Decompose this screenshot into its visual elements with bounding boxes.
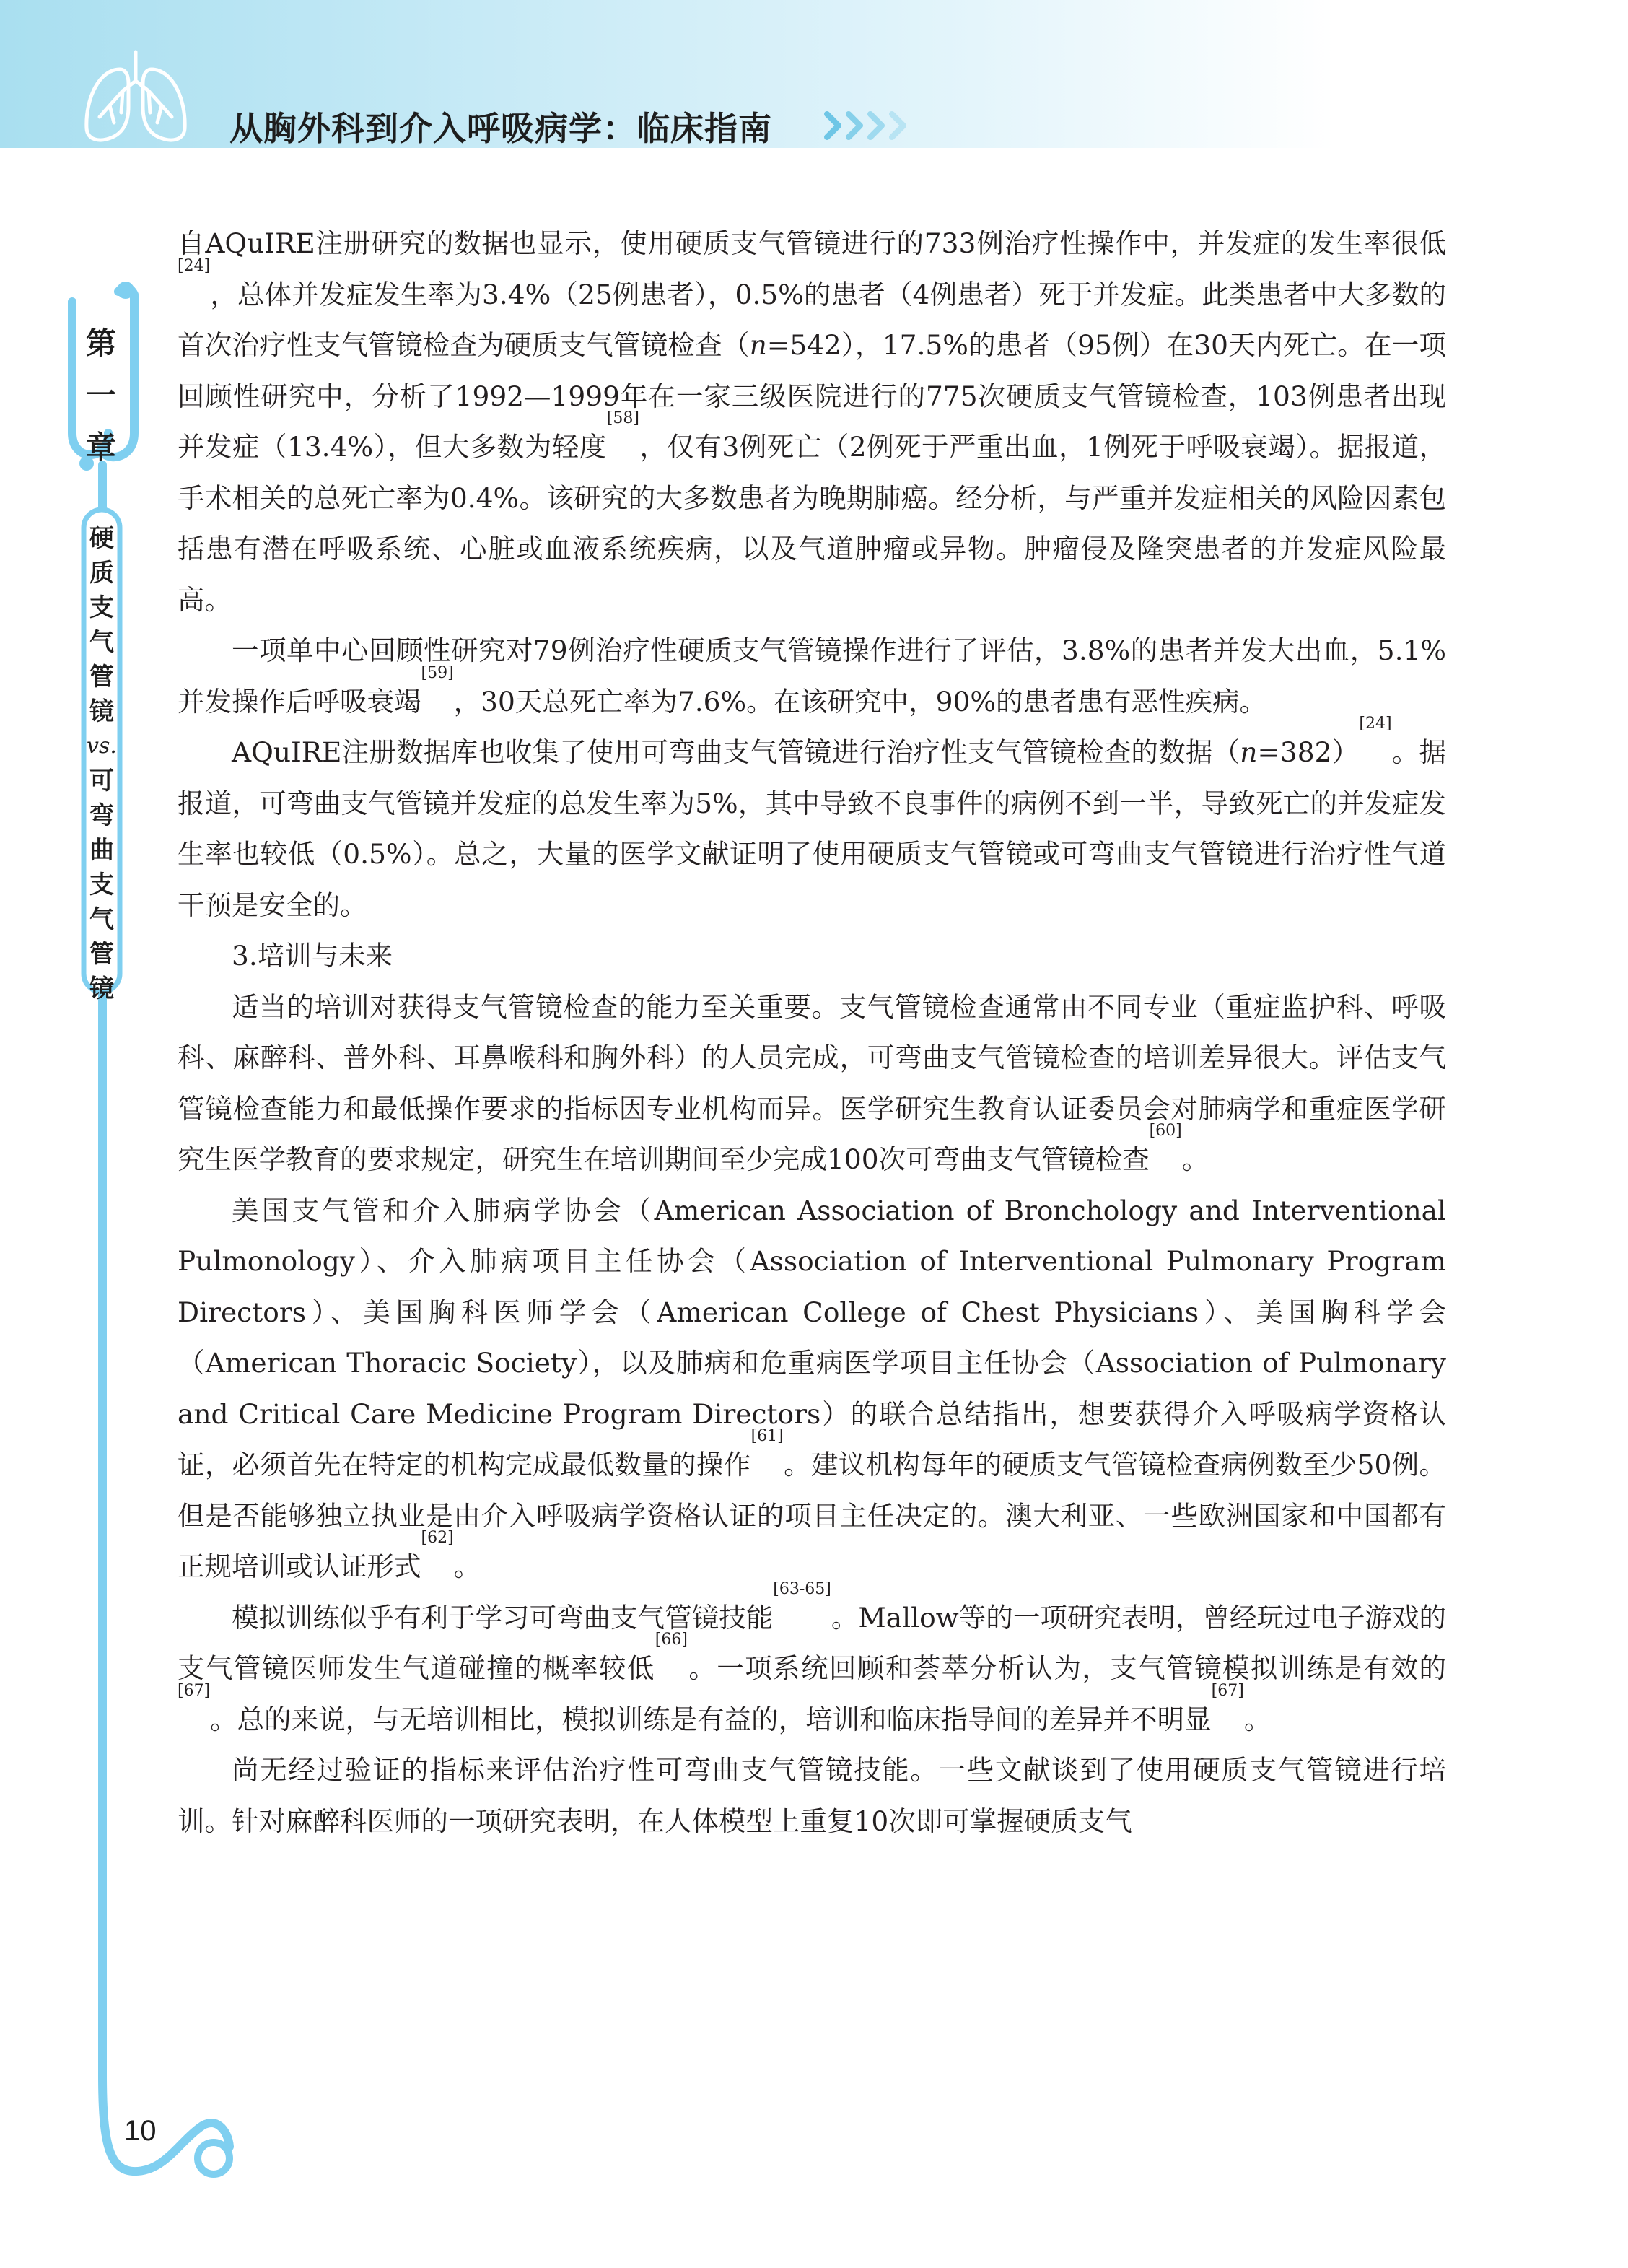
- side-char: 管: [89, 940, 114, 969]
- body-paragraph: [178, 715, 1446, 930]
- citation: [63-65]: [773, 1579, 831, 1598]
- side-char: 镜: [89, 697, 114, 726]
- text-run: 。: [1181, 1143, 1209, 1175]
- citation: [62]: [421, 1529, 454, 1547]
- body-paragraph: [178, 982, 1446, 1185]
- side-char: 可: [89, 767, 114, 795]
- body-paragraph: [178, 1579, 1447, 1745]
- side-char: 支: [89, 871, 114, 899]
- text-run: =542），17.5%的患者（95例）在30天内死亡。在一项回顾性研究中，分析了1992—1999年在一家三级医院进行的775次硬质支气管镜检查，103例患者出现并发症（13.4%），但大多数为轻度: [178, 329, 1446, 463]
- side-char: 质: [89, 559, 114, 588]
- citation: [58]: [606, 409, 639, 427]
- body-text: [178, 218, 1446, 1846]
- text-run: 一项单中心回顾性研究对79例治疗性硬质支气管镜操作进行了评估，3.8%的患者并发大出血，5.1%并发操作后呼吸衰竭: [178, 634, 1446, 718]
- side-char: 镜: [89, 974, 114, 1003]
- text-run: AQuIRE注册数据库也收集了使用可弯曲支气管镜进行治疗性支气管镜检查的数据（: [232, 736, 1240, 768]
- text-run: 。: [1243, 1703, 1272, 1735]
- body-paragraph: [178, 1745, 1446, 1846]
- citation: [61]: [750, 1427, 784, 1445]
- citation: [59]: [421, 663, 454, 682]
- citation: [60]: [1149, 1122, 1182, 1140]
- chapter-label: [81, 318, 121, 474]
- italic-variable: n: [1240, 736, 1258, 768]
- side-char: 管: [89, 663, 114, 692]
- text-run: 3.培训与未来: [232, 940, 393, 972]
- citation: [24]: [1359, 715, 1392, 733]
- book-title: 从胸外科到介入呼吸病学：临床指南: [229, 109, 772, 148]
- section-subheading: [178, 930, 1446, 982]
- text-run: 模拟训练似乎有利于学习可弯曲支气管镜技能: [232, 1601, 774, 1634]
- body-paragraph: [178, 218, 1446, 625]
- text-run: 。总的来说，与无培训相比，模拟训练是有益的，培训和临床指导间的差异并不明显: [210, 1703, 1212, 1735]
- page-number: 10: [124, 2115, 157, 2147]
- citation: [67]: [178, 1681, 211, 1700]
- citation: [67]: [1211, 1681, 1244, 1700]
- side-char: 气: [89, 628, 114, 657]
- text-run: 。一项系统回顾和荟萃分析认为，支气管镜模拟训练是有效的: [687, 1652, 1447, 1684]
- text-run: ，仅有3例死亡（2例死于严重出血，1例死于呼吸衰竭）。据报道，手术相关的总死亡率为0.4%。该研究的大多数患者为晚期肺癌。经分析，与严重并发症相关的风险因素包括患有潜在呼吸系统、心脏或血液系统疾病，以及气道肿瘤或异物。肿瘤侵及隆突患者的并发症风险最高。: [178, 431, 1447, 616]
- side-char: 气: [89, 905, 114, 934]
- section-side-label: [85, 521, 118, 1006]
- side-vs: vs.: [87, 733, 117, 759]
- chapter-char: 第: [85, 326, 116, 361]
- citation: [24]: [178, 256, 211, 275]
- text-run: 。建议机构每年的硬质支气管镜检查病例数至少50例。但是否能够独立执业是由介入呼吸病学资格认证的项目主任决定的。澳大利亚、一些欧洲国家和中国都有正规培训或认证形式: [178, 1449, 1447, 1582]
- text-run: =382）: [1257, 736, 1360, 768]
- text-run: 。Mallow等的一项研究表明，曾经玩过电子游戏的支气管镜医师发生气道碰撞的概率较低: [178, 1601, 1447, 1684]
- text-run: 自AQuIRE注册研究的数据也显示，使用硬质支气管镜进行的733例治疗性操作中，并发症的发生率很低: [178, 227, 1446, 259]
- body-paragraph: [178, 1185, 1446, 1592]
- side-char: 弯: [89, 801, 114, 830]
- side-char: 支: [89, 593, 114, 622]
- chevron-right-icon: [823, 110, 916, 141]
- chapter-char: 章: [85, 429, 116, 465]
- text-run: 适当的培训对获得支气管镜检查的能力至关重要。支气管镜检查通常由不同专业（重症监护科、呼吸科、麻醉科、普外科、耳鼻喉科和胸外科）的人员完成，可弯曲支气管镜检查的培训差异很大。评估支气管镜检查能力和最低操作要求的指标因专业机构而异。医学研究生教育认证委员会对肺病学和重症医学研究生医学教育的要求规定，研究生在培训期间至少完成100次可弯曲支气管镜检查: [178, 990, 1446, 1175]
- citation: [66]: [655, 1631, 688, 1649]
- body-paragraph: [178, 625, 1446, 727]
- text-run: 。: [453, 1550, 481, 1582]
- italic-variable: n: [749, 329, 767, 361]
- text-run: 尚无经过验证的指标来评估治疗性可弯曲支气管镜技能。一些文献谈到了使用硬质支气管镜进行培训。针对麻醉科医师的一项研究表明，在人体模型上重复10次即可掌握硬质支气: [178, 1754, 1446, 1837]
- text-run: ，总体并发症发生率为3.4%（25例患者），0.5%的患者（4例患者）死于并发症。此类患者中大多数的首次治疗性支气管镜检查为硬质支气管镜检查（: [178, 278, 1446, 361]
- chapter-char: 一: [85, 378, 116, 413]
- side-char: 曲: [89, 836, 114, 865]
- side-char: 硬: [89, 524, 114, 553]
- text-run: 美国支气管和介入肺病学协会（American Association of Bronchology and Interventional Pulmonology）、介入肺病项目主任协会（Association of Interventional Pulmonary Program Directors）、美国胸科医师学会（American College of Chest Physicians）、美国胸科学会（American Thoracic Society），以及肺病和危重病医学项目主任协会（Association of Pulmonary and Critical Care Medicine Program Directors）的联合总结指出，想要获得介入呼吸病学资格认证，必须首先在特定的机构完成最低数量的操作: [178, 1194, 1446, 1480]
- text-run: ，30天总死亡率为7.6%。在该研究中，90%的患者患有恶性疾病。: [453, 685, 1267, 718]
- text-run: 。据报道，可弯曲支气管镜并发症的总发生率为5%，其中导致不良事件的病例不到一半，导致死亡的并发症发生率也较低（0.5%）。总之，大量的医学文献证明了使用硬质支气管镜或可弯曲支气管镜进行治疗性气道干预是安全的。: [178, 736, 1446, 921]
